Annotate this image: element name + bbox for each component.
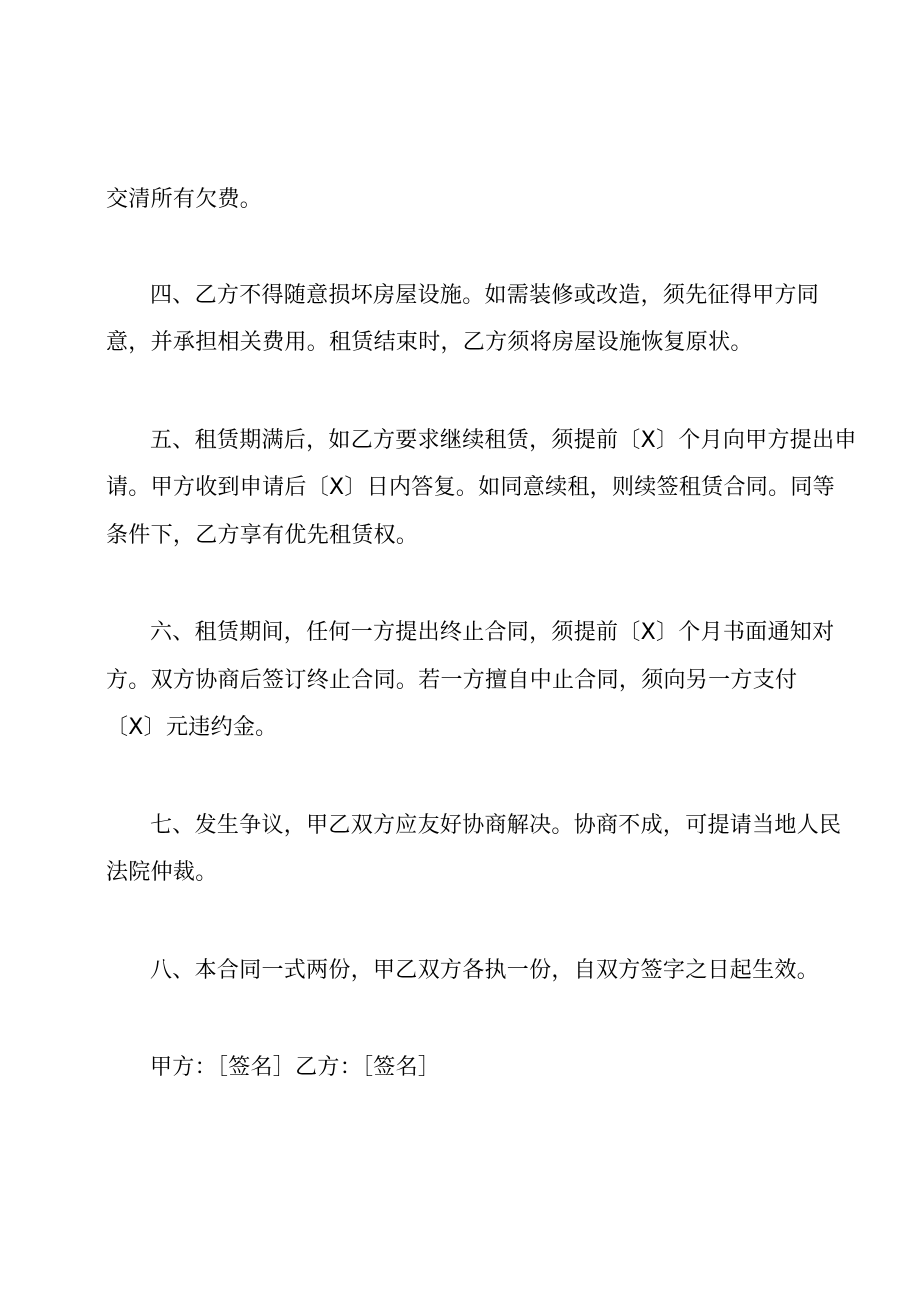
signature-line: 甲方：［签名］乙方：［签名］ [150,1055,441,1080]
text-line: 条件下，乙方享有优先租赁权。 [106,523,419,548]
text-line: 七、发生争议，甲乙双方应友好协商解决。协商不成，可提请当地人民 [150,813,842,838]
text-line: 请。甲方收到申请后〔X〕日内答复。如同意续租，则续签租赁合同。同等 [106,475,835,500]
text-line: 四、乙方不得随意损坏房屋设施。如需装修或改造，须先征得甲方同 [150,283,820,308]
text-line: 五、租赁期满后，如乙方要求继续租赁，须提前〔X〕个月向甲方提出申 [150,428,857,453]
text-line: 法院仲裁。 [106,860,218,885]
text-line: 意，并承担相关费用。租赁结束时，乙方须将房屋设施恢复原状。 [106,330,753,355]
text-line: 六、租赁期间，任何一方提出终止合同，须提前〔X〕个月书面通知对 [150,620,835,645]
text-line: 交清所有欠费。 [106,187,263,212]
text-line: 〔X〕元违约金。 [106,715,278,740]
text-line: 方。双方协商后签订终止合同。若一方擅自中止合同，须向另一方支付 [106,668,798,693]
text-line: 八、本合同一式两份，甲乙双方各执一份，自双方签字之日起生效。 [150,958,820,983]
